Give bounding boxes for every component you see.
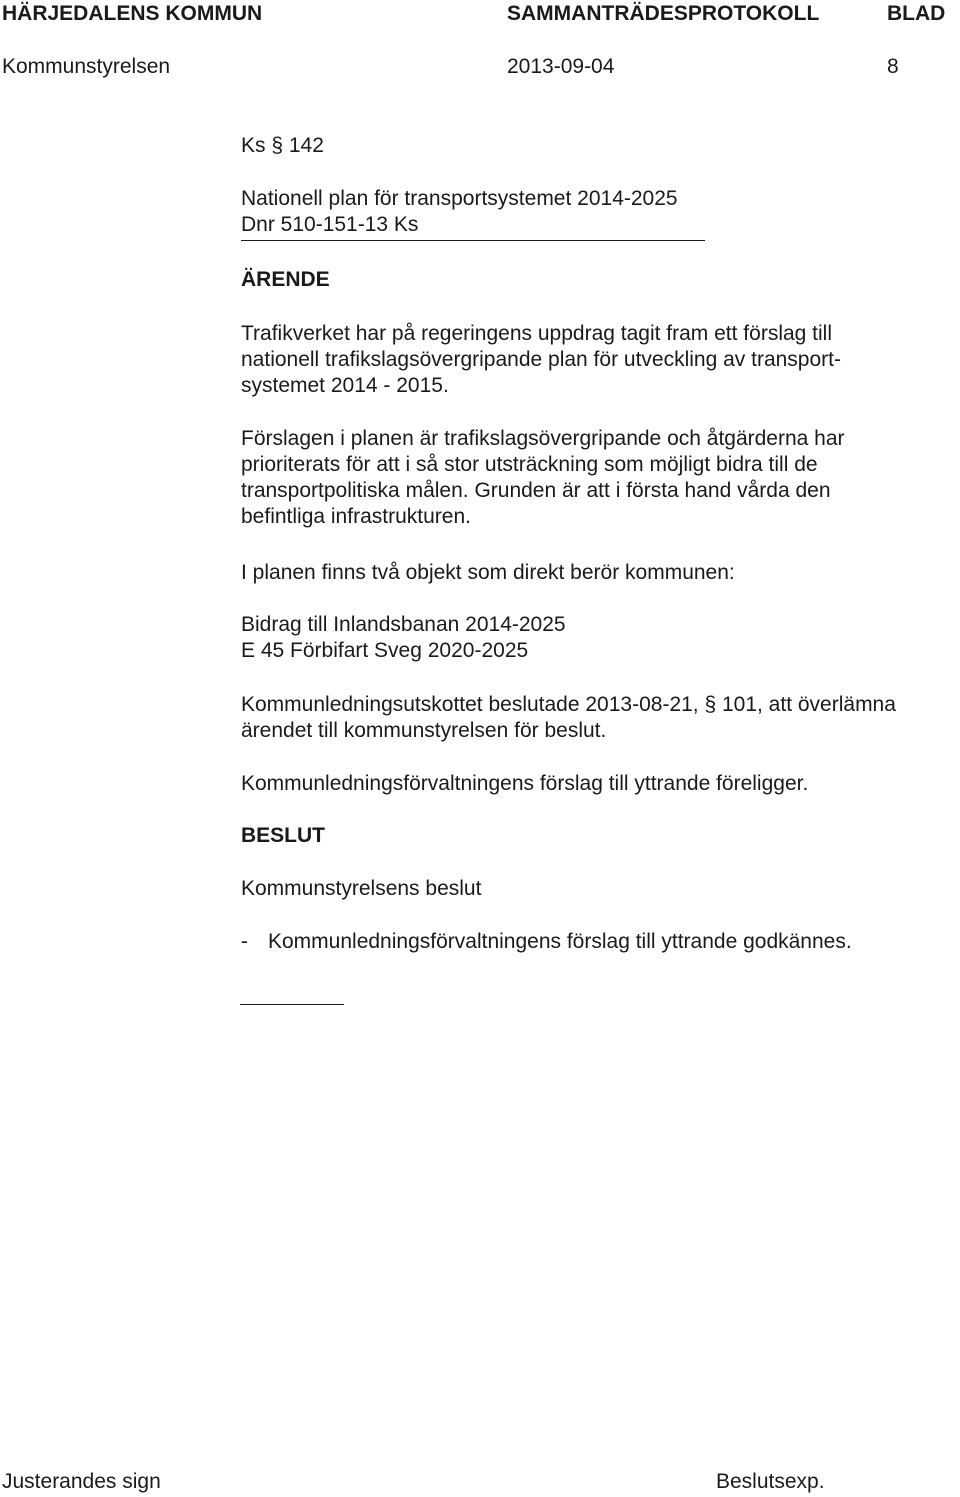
arende-paragraph-2 [241, 426, 845, 530]
paragraph-line: ärendet till kommunstyrelsen för beslut. [241, 719, 607, 742]
beslut-heading: BESLUT [241, 824, 325, 847]
paragraph-line: befintliga infrastrukturen. [241, 505, 471, 528]
blad-label: BLAD [887, 2, 946, 25]
page-number: 8 [887, 55, 899, 78]
arende-paragraph-5: Kommunledningsförvaltningens förslag till yttrande föreligger. [241, 772, 809, 795]
paragraph-line: Förslagen i planen är trafikslagsövergripande och åtgärderna har [241, 427, 845, 450]
beslut-subheading: Kommunstyrelsens beslut [241, 877, 482, 900]
paragraph-ref: Ks § 142 [241, 134, 324, 157]
paragraph-line: Trafikverket har på regeringens uppdrag tagit fram ett förslag till [241, 322, 833, 345]
object-item: E 45 Förbifart Sveg 2020-2025 [241, 639, 529, 662]
org-name: HÄRJEDALENS KOMMUN [2, 2, 263, 25]
doc-type: SAMMANTRÄDESPROTOKOLL [507, 2, 820, 25]
beslut-item-text: Kommunledningsförvaltningens förslag till yttrande godkännes. [268, 930, 852, 953]
footer-justerandes-sign: Justerandes sign [2, 1470, 161, 1493]
meeting-date: 2013-09-04 [507, 55, 615, 78]
arende-paragraph-1 [241, 321, 841, 399]
objects-list [241, 612, 566, 664]
arende-paragraph-4 [241, 692, 896, 744]
footer-beslutsexp: Beslutsexp. [716, 1470, 825, 1493]
arende-paragraph-3: I planen finns två objekt som direkt berör kommunen: [241, 561, 735, 584]
paragraph-line: prioriterats för att i så stor utsträckning som möjligt bidra till de [241, 453, 818, 476]
paragraph-line: transportpolitiska målen. Grunden är att i första hand vårda den [241, 479, 831, 502]
end-rule [240, 1004, 344, 1005]
paragraph-line: Kommunledningsutskottet beslutade 2013-08-21, § 101, att överlämna [241, 693, 896, 716]
committee-name: Kommunstyrelsen [2, 55, 171, 78]
beslut-item-bullet: - [241, 930, 248, 953]
case-dnr: Dnr 510-151-13 Ks [241, 213, 419, 236]
arende-heading: ÄRENDE [241, 268, 330, 291]
case-title: Nationell plan för transportsystemet 2014-2025 [241, 187, 678, 210]
title-underline [241, 240, 705, 241]
object-item: Bidrag till Inlandsbanan 2014-2025 [241, 613, 566, 636]
paragraph-line: nationell trafikslagsövergripande plan för utveckling av transport- [241, 348, 841, 371]
paragraph-line: systemet 2014 - 2015. [241, 374, 449, 397]
